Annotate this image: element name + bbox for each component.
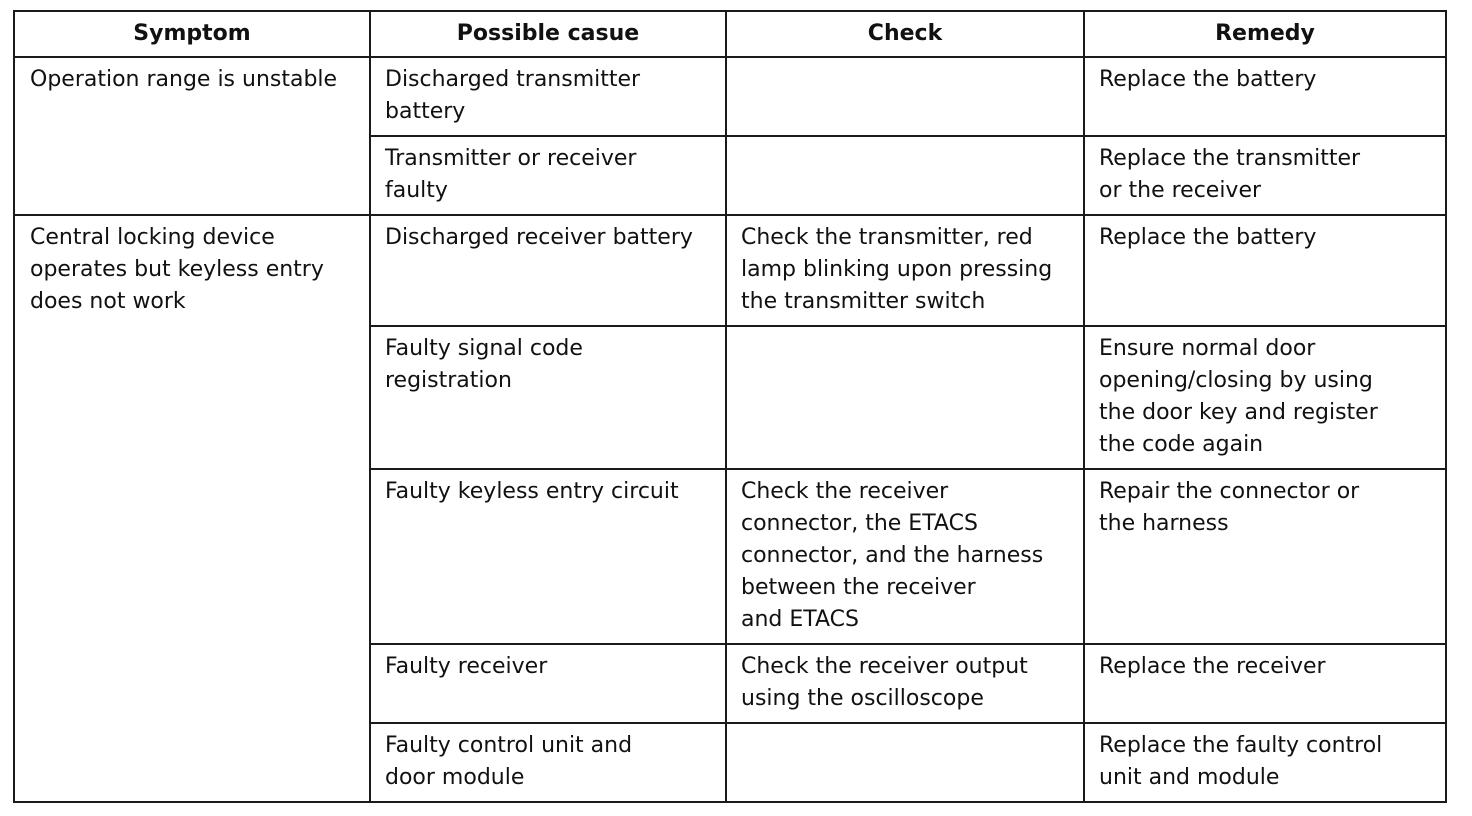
- cause-cell: Faulty signal code registration: [370, 326, 726, 469]
- check-cell: Check the receiver output using the oscilloscope: [726, 644, 1084, 723]
- remedy-cell: Replace the battery: [1084, 215, 1446, 326]
- check-cell: Check the receiver connector, the ETACS connector, and the harness between the receiver and ETACS: [726, 469, 1084, 644]
- check-cell: Check the transmitter, red lamp blinking upon pressing the transmitter switch: [726, 215, 1084, 326]
- remedy-cell: Replace the transmitter or the receiver: [1084, 136, 1446, 215]
- check-cell: [726, 326, 1084, 469]
- symptom-cell: Operation range is unstable: [14, 57, 370, 215]
- header-check: Check: [726, 11, 1084, 57]
- remedy-cell: Ensure normal door opening/closing by using the door key and register the code again: [1084, 326, 1446, 469]
- cause-cell: Faulty receiver: [370, 644, 726, 723]
- check-cell: [726, 57, 1084, 136]
- table-row: [14, 57, 1446, 136]
- remedy-cell: Replace the battery: [1084, 57, 1446, 136]
- cause-cell: Faulty control unit and door module: [370, 723, 726, 802]
- cause-cell: Discharged receiver battery: [370, 215, 726, 326]
- cause-cell: Transmitter or receiver faulty: [370, 136, 726, 215]
- troubleshooting-table: [13, 10, 1447, 803]
- check-cell: [726, 723, 1084, 802]
- header-row: [14, 11, 1446, 57]
- header-possible-cause: Possible casue: [370, 11, 726, 57]
- remedy-cell: Repair the connector or the harness: [1084, 469, 1446, 644]
- remedy-cell: Replace the faulty control unit and module: [1084, 723, 1446, 802]
- table-row: [14, 215, 1446, 326]
- header-remedy: Remedy: [1084, 11, 1446, 57]
- check-cell: [726, 136, 1084, 215]
- header-symptom: Symptom: [14, 11, 370, 57]
- cause-cell: Discharged transmitter battery: [370, 57, 726, 136]
- symptom-cell: Central locking device operates but keyless entry does not work: [14, 215, 370, 802]
- cause-cell: Faulty keyless entry circuit: [370, 469, 726, 644]
- remedy-cell: Replace the receiver: [1084, 644, 1446, 723]
